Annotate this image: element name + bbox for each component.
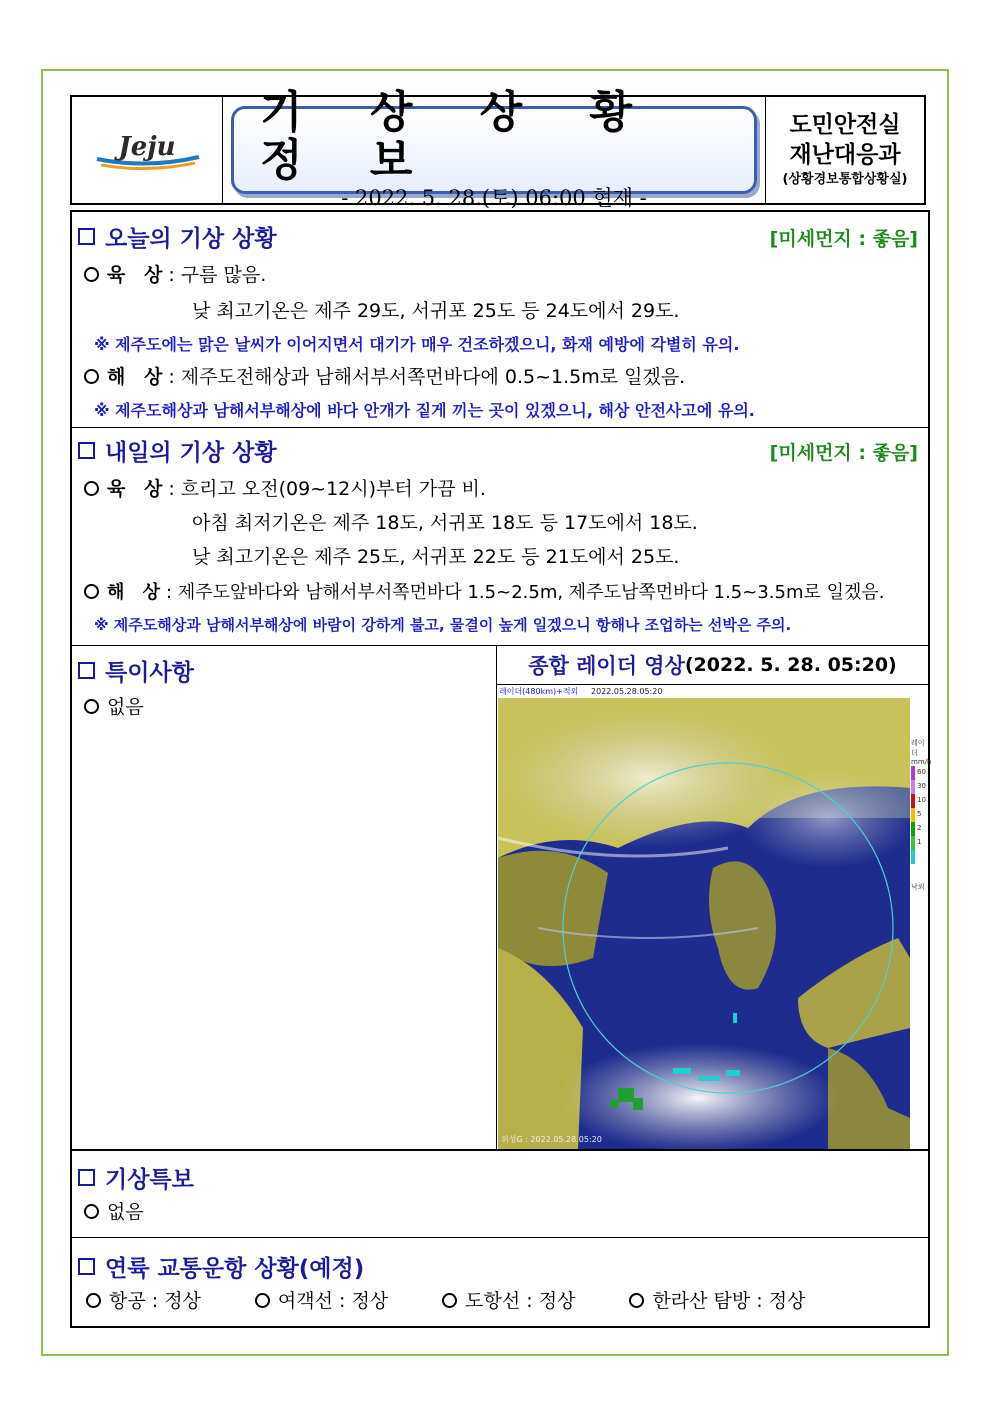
svg-text:Jeju: Jeju [118,132,176,162]
legend-value: 60 [917,768,926,776]
checkbox-icon [78,442,95,459]
legend-swatch [911,822,929,836]
tomorrow-land-row: 육 상: 흐리고 오전(09~12시)부터 가끔 비. [84,474,486,501]
legend-swatch [911,780,929,794]
transport-heading: 연륙 교통운항 상황(예정) [78,1250,364,1283]
legend-value: 5 [917,810,922,818]
circle-bullet-icon [255,1293,270,1308]
today-land-temp: 낮 최고기온은 제주 29도, 서귀포 25도 등 24도에서 29도. [192,300,680,322]
report-datetime: - 2022. 5. 28.(토) 06:00 현재 - [341,186,647,210]
circle-bullet-icon [86,1293,101,1308]
checkbox-icon [78,662,95,679]
checkbox-icon [78,1169,95,1186]
today-section [72,212,928,428]
legend-swatch [911,808,929,822]
checkbox-icon [78,1258,95,1275]
transport-item-ferry: 여객선 : 정상 [255,1286,388,1313]
today-sea-note: ※ 제주도해상과 남해서부해상에 바다 안개가 짙게 끼는 곳이 있겠으니, 해상 안전사고에 유의. [94,401,755,420]
transport-item-air: 항공 : 정상 [86,1286,201,1313]
legend-swatch [911,766,929,780]
tomorrow-heading: 내일의 기상 상황 [78,434,277,467]
radar-top-label: 레이더(480km)+적외 2022.05.28.05:20 [499,687,663,696]
tomorrow-land-max: 낮 최고기온은 제주 25도, 서귀포 22도 등 21도에서 25도. [192,546,680,568]
today-sea-row: 해 상: 제주도전해상과 남해서부서쪽먼바다에 0.5~1.5m로 일겠음. [84,362,685,389]
radar-satellite-image [498,698,910,1149]
tomorrow-sea-note: ※ 제주도해상과 남해서부해상에 바람이 강하게 불고, 물결이 높게 일겠으니 항해나 조업하는 선박은 주의. [94,616,792,634]
circle-bullet-icon [84,1204,99,1219]
report-body [70,210,930,1328]
tomorrow-sea-row: 해 상: 제주도앞바다와 남해서부서쪽먼바다 1.5~2.5m, 제주도남쪽먼바다 1.5~3.5m로 일겠음. [84,578,884,604]
tomorrow-dust: [미세먼지 : 좋음] [769,442,918,464]
special-item: 없음 [84,692,144,719]
dept-room: (상황경보통합상황실) [782,172,908,187]
page-title: 기 상 상 황 정 보 [260,87,658,186]
jeju-logo [72,97,223,203]
circle-bullet-icon [84,584,99,599]
legend-swatch [911,836,929,850]
today-land-row: 육 상: 구름 많음. [84,260,266,287]
warning-item: 없음 [84,1197,144,1224]
circle-bullet-icon [84,699,99,714]
checkbox-icon [78,228,95,245]
circle-bullet-icon [84,369,99,384]
title-banner [231,87,757,210]
department [766,97,924,203]
radar-title: 종합 레이더 영상 (2022. 5. 28. 05:20) [497,646,928,685]
transport-section [72,1238,928,1328]
circle-bullet-icon [84,481,99,496]
today-land-note: ※ 제주도에는 맑은 날씨가 이어지면서 대기가 매우 건조하겠으니, 화재 예방에 각별히 유의. [94,335,740,354]
legend-swatch [911,850,929,864]
report-header [70,87,926,210]
radar-legend: 레이더 mm/h 60 30 10 5 2 1 낙뢰 [911,739,932,891]
circle-bullet-icon [442,1293,457,1308]
transport-item-island-ferry: 도항선 : 정상 [442,1286,575,1313]
legend-value: 1 [917,838,922,846]
warning-heading: 기상특보 [78,1161,194,1194]
legend-value: 10 [917,796,926,804]
legend-swatch [911,794,929,808]
special-heading: 특이사항 [78,654,194,687]
dept-division: 재난대응과 [789,142,901,168]
radar-panel [496,646,932,1150]
radar-bottom-label: 위성G : 2022.05.28.05:20 [501,1135,602,1144]
legend-value: 2 [917,824,922,832]
warning-section [72,1150,928,1238]
circle-bullet-icon [629,1293,644,1308]
today-heading: 오늘의 기상 상황 [78,220,277,253]
transport-list [86,1286,805,1313]
circle-bullet-icon [84,267,99,282]
tomorrow-section [72,428,928,646]
legend-value: 30 [917,782,926,790]
today-dust: [미세먼지 : 좋음] [769,228,918,250]
transport-item-hallasan: 한라산 탐방 : 정상 [629,1286,805,1313]
dept-office: 도민안전실 [789,112,901,138]
tomorrow-land-min: 아침 최저기온은 제주 18도, 서귀포 18도 등 17도에서 18도. [192,512,698,534]
